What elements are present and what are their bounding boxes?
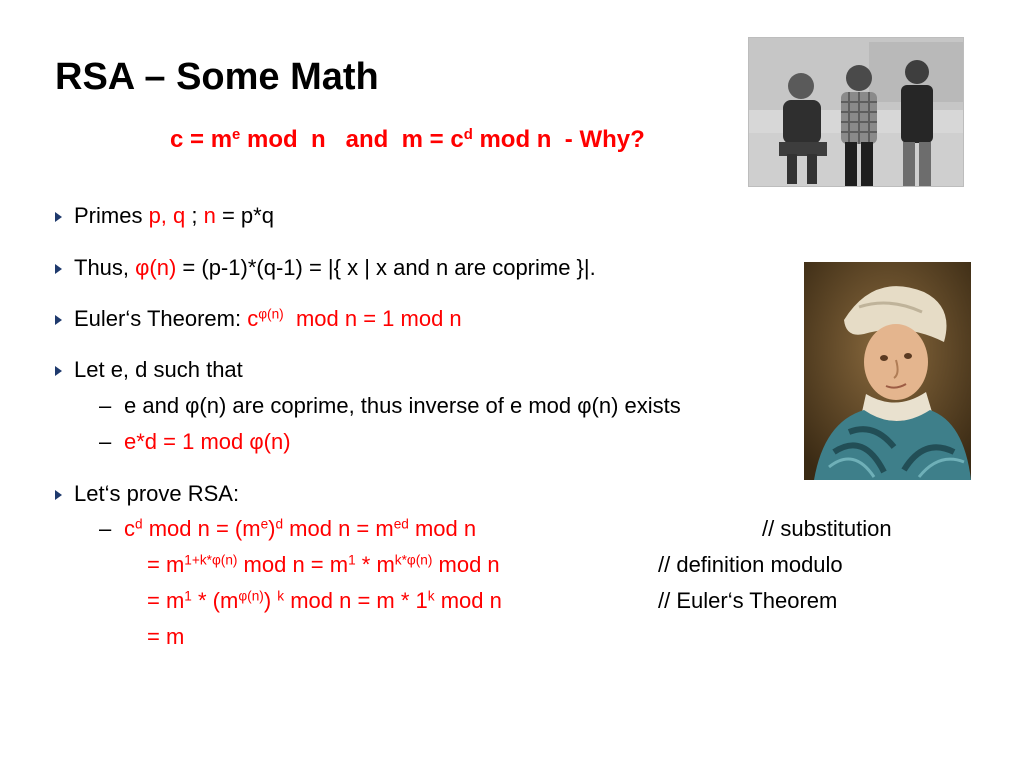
- dash-marker: –: [99, 516, 112, 541]
- subtitle-formula: [170, 126, 645, 154]
- group-photo-drawing: [749, 38, 964, 187]
- proof-line-3: [147, 588, 502, 614]
- bullet-arrow-icon: [55, 264, 62, 274]
- group-photo: [748, 37, 964, 187]
- bullet-arrow-icon: [55, 315, 62, 325]
- text: Primes: [74, 203, 149, 228]
- text: ): [268, 516, 276, 541]
- text: mod n = m: [237, 552, 349, 577]
- superscript: 1+k*φ(n): [184, 552, 238, 568]
- bullet-primes: [74, 203, 274, 229]
- text: = m: [147, 588, 185, 613]
- bullet-euler-theorem: [74, 306, 462, 332]
- text: * m: [355, 552, 395, 577]
- text: mod n = m * 1: [284, 588, 428, 613]
- bullet-phi: [74, 255, 596, 281]
- subtitle-part: c = m: [170, 126, 233, 153]
- superscript: ed: [393, 516, 409, 532]
- superscript: 1: [348, 552, 356, 568]
- proof-line-1: [124, 516, 476, 542]
- superscript: d: [275, 516, 284, 532]
- sub-bullet-coprime: e and φ(n) are coprime, thus inverse of e mod φ(n) exists: [124, 393, 681, 418]
- subtitle-sup: d: [463, 126, 473, 143]
- text: = m: [147, 552, 185, 577]
- superscript: k: [427, 588, 435, 604]
- text: mod n = 1 mod n: [283, 306, 462, 331]
- comment-definition-modulo: // definition modulo: [658, 552, 843, 577]
- dash-marker: –: [99, 393, 112, 418]
- text: [247, 306, 461, 331]
- text: ;: [185, 203, 204, 228]
- text: p, q: [148, 203, 186, 228]
- proof-line-2: [147, 552, 500, 578]
- proof-line-4: = m: [147, 624, 185, 649]
- euler-portrait: [804, 262, 971, 480]
- superscript: e: [260, 516, 269, 532]
- bullet-let-e-d: Let e, d such that: [74, 357, 243, 382]
- text: c: [247, 306, 259, 331]
- bullet-prove-rsa: Let‘s prove RSA:: [74, 481, 240, 506]
- text: mod n: [408, 516, 477, 541]
- superscript: φ(n): [258, 306, 284, 322]
- text: mod n = m: [283, 516, 394, 541]
- text: mod n: [432, 552, 500, 577]
- comment-substitution: // substitution: [762, 516, 892, 541]
- comment-euler-theorem: // Euler‘s Theorem: [658, 588, 838, 613]
- dash-marker: –: [99, 429, 112, 454]
- text: mod n = (m: [142, 516, 261, 541]
- text: mod n: [434, 588, 502, 613]
- text: Thus,: [74, 255, 136, 280]
- text: φ(n): [135, 255, 177, 280]
- superscript: d: [135, 516, 143, 532]
- bullet-arrow-icon: [55, 366, 62, 376]
- slide-title: RSA – Some Math: [55, 56, 379, 98]
- superscript: 1: [184, 588, 192, 604]
- text: ): [263, 588, 278, 613]
- text: c: [124, 516, 135, 541]
- subtitle-sup: e: [232, 126, 241, 143]
- superscript: φ(n): [238, 588, 264, 604]
- text: * (m: [191, 588, 239, 613]
- bullet-arrow-icon: [55, 212, 62, 222]
- sub-bullet-inverse: e*d = 1 mod φ(n): [124, 429, 291, 454]
- subtitle-part: mod n and m = c: [240, 126, 464, 153]
- euler-portrait-drawing: [804, 262, 971, 480]
- text: = p*q: [215, 203, 274, 228]
- text: Euler‘s Theorem:: [74, 306, 248, 331]
- text: = (p-1)*(q-1) = |{ x | x and n are coprime }|.: [176, 255, 596, 280]
- bullet-arrow-icon: [55, 490, 62, 500]
- superscript: k: [277, 588, 285, 604]
- superscript: k*φ(n): [394, 552, 433, 568]
- subtitle-part: mod n - Why?: [472, 126, 645, 153]
- text: n: [203, 203, 216, 228]
